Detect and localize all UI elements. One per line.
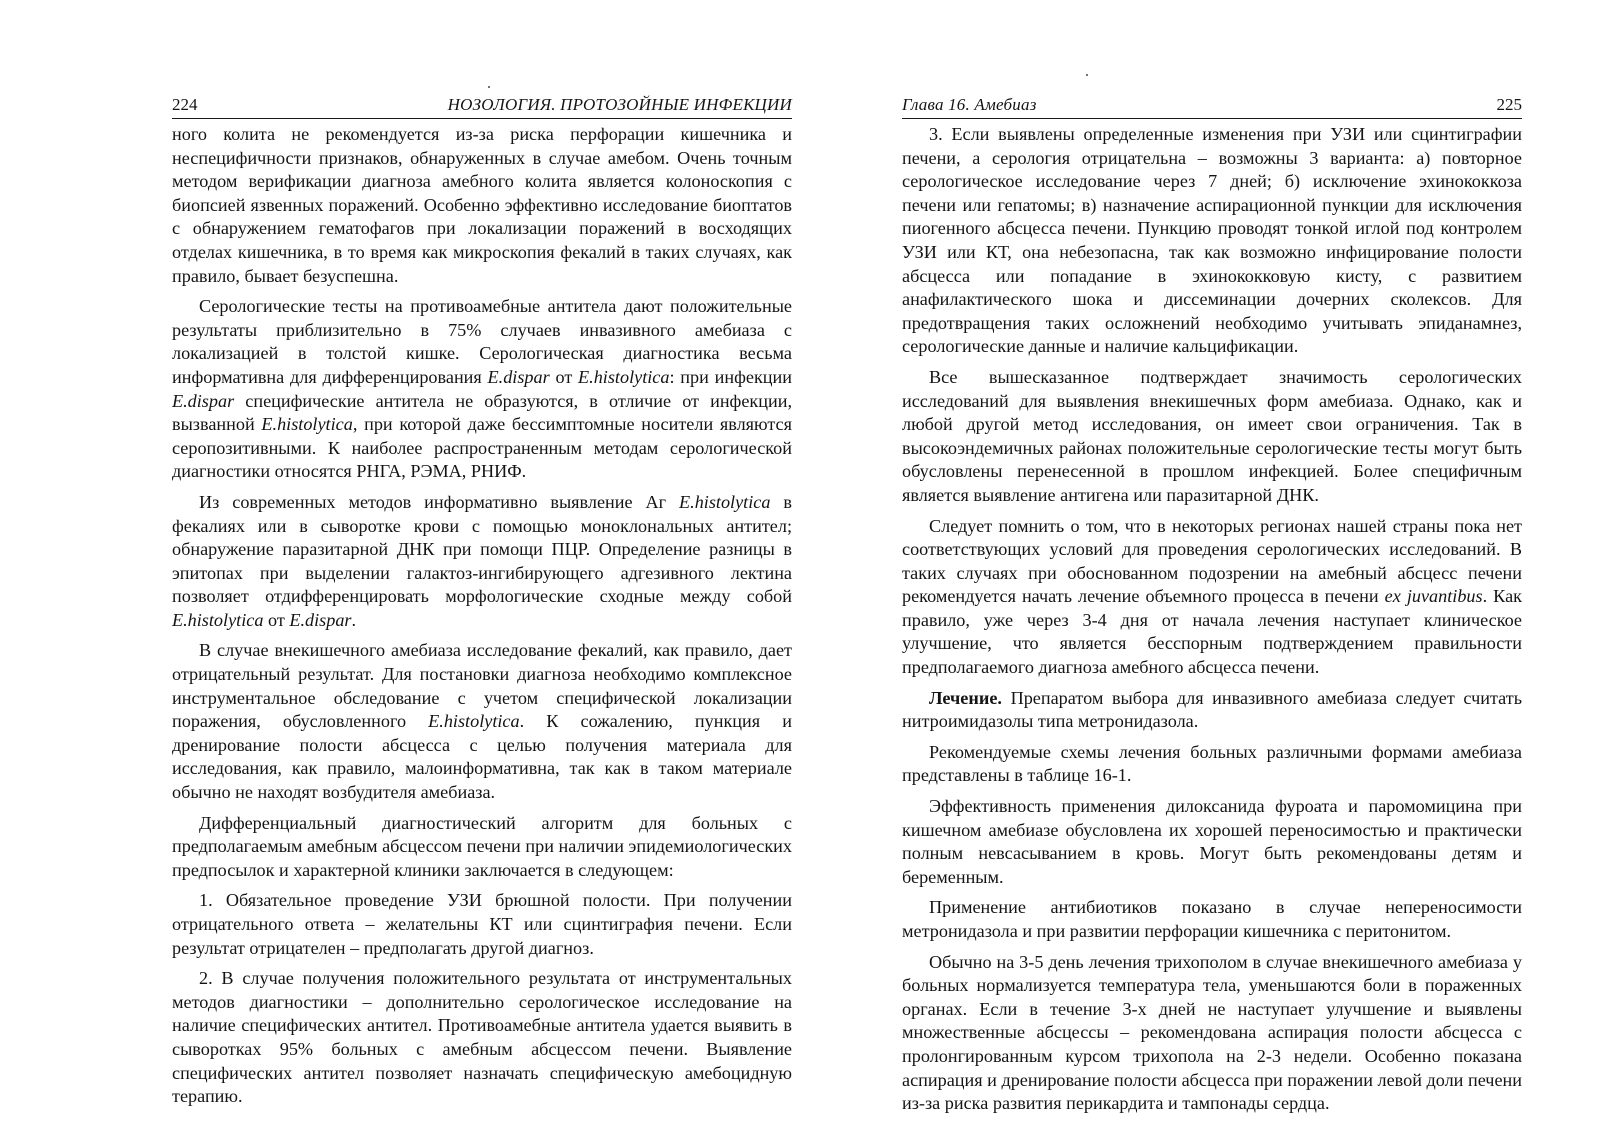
paragraph: Рекомендуемые схемы лечения больных различными формами амебиаза представлены в таблице 16-1.	[902, 741, 1522, 786]
paragraph: Из современных методов информативно выявление Аг E.histolytica в фекалиях или в сыворотке крови с помощью моноклональных антител; обнаружение паразитарной ДНК при помощи ПЦР. Определение разницы в эпитопах при выделении галактоз-ингибирующего адгезивного лектина позволяет отдифференцировать морфологические сходные между собой E.histolytica от E.dispar.	[172, 491, 792, 630]
left-page	[172, 90, 792, 1116]
right-page-body	[902, 123, 1522, 1116]
running-title: Глава 16. Амебиаз	[902, 95, 1037, 114]
paragraph: Эффективность применения дилоксанида фуроата и паромомицина при кишечном амебиазе обусловлена их хорошей переносимостью и практически полным невсасыванием в кровь. Могут быть рекомендованы детям и беременным.	[902, 796, 1522, 887]
page-number: 225	[1496, 95, 1522, 114]
left-page-body	[172, 123, 792, 1109]
paragraph: Дифференциальный диагностический алгоритм для больных с предполагаемым амебным абсцессом печени при наличии эпидемиологических предпосылок и характерной клиники заключается в следующем:	[172, 812, 792, 880]
paragraph: Следует помнить о том, что в некоторых регионах нашей страны пока нет соответствующих условий для проведения серологических исследований. В таких случаях при обоснованном подозрении на амебный абсцесс печени рекомендуется начать лечение объемного процесса в печени ex juvantibus. Как правило, уже через 3-4 дня от начала лечения наступает клиническое улучшение, что является бесспорным подтверждением правильности предполагаемого диагноза амебного абсцесса печени.	[902, 515, 1522, 678]
paragraph: В случае внекишечного амебиаза исследование фекалий, как правило, дает отрицательный результат. Для постановки диагноза необходимо комплексное инструментальное обследование с учетом специфической локализации поражения, обусловленного E.histolytica. К сожалению, пункция и дренирование полости абсцесса с целью получения материала для исследования, как правило, малоинформативна, так как в таком материале обычно не находят возбудителя амебиаза.	[172, 640, 792, 803]
right-page-header	[902, 90, 1522, 119]
list-item: 1. Обязательное проведение УЗИ брюшной полости. При получении отрицательного ответа – желательны КТ или сцинтиграфия печени. Если результат отрицателен – предполагать другой диагноз.	[172, 890, 792, 958]
treatment-paragraph: Лечение. Препаратом выбора для инвазивного амебиаза следует считать нитроимидазолы типа метронидазола.	[902, 687, 1522, 732]
scan-speck	[488, 86, 490, 88]
right-page	[902, 90, 1522, 1123]
list-item: 2. В случае получения положительного результата от инструментальных методов диагностики – дополнительно серологическое исследование на наличие специфических антител. Противоамебные антитела удается выявить в сыворотках 95% больных с амебным абсцессом печени. Выявление специфических антител позволяет назначать специфическую амебоцидную терапию.	[172, 968, 792, 1107]
paragraph: Применение антибиотиков показано в случае непереносимости метронидазола и при развитии перфорации кишечника с перитонитом.	[902, 897, 1522, 941]
page-number: 224	[172, 95, 198, 114]
running-title: НОЗОЛОГИЯ. ПРОТОЗОЙНЫЕ ИНФЕКЦИИ	[447, 95, 792, 114]
left-page-header	[172, 90, 792, 119]
paragraph: Все вышесказанное подтверждает значимость серологических исследований для выявления внекишечных форм амебиаза. Однако, как и любой другой метод исследования, он имеет свои ограничения. Так в высокоэндемичных районах положительные серологические тесты могут быть обусловлены перенесенной в прошлом инфекцией. Более специфичным является выявление антигена или паразитарной ДНК.	[902, 366, 1522, 505]
paragraph: Обычно на 3-5 день лечения трихополом в случае внекишечного амебиаза у больных нормализуется температура тела, уменьшаются боли в пораженных органах. Если в течение 3-х дней не наступает улучшение и выявлены множественные абсцессы – рекомендована аспирация полости абсцесса с пролонгированным курсом трихопола на 2-3 недели. Особенно показана аспирация и дренирование полости абсцесса при поражении левой доли печени из-за риска развития перикардита и тампонады сердца.	[902, 951, 1522, 1114]
paragraph: ного колита не рекомендуется из-за риска перфорации кишечника и неспецифичности признаков, обнаруженных в случае амебом. Очень точным методом верификации диагноза амебного колита является колоноскопия с биопсией язвенных поражений. Особенно эффективно исследование биоптатов с обнаружением гематофагов при локализации поражений в восходящих отделах кишечника, в то время как микроскопия фекалий в таких случаях, как правило, бывает безуспешна.	[172, 124, 792, 286]
paragraph: Серологические тесты на противоамебные антитела дают положительные результаты приблизительно в 75% случаев инвазивного амебиаза с локализацией в толстой кишке. Серологическая диагностика весьма информативна для дифференцирования E.dispar от E.histolytica: при инфекции E.dispar специфические антитела не образуются, в отличие от инфекции, вызванной E.histolytica, при которой даже бессимптомные носители являются серопозитивными. К наиболее распространенным методам серологической диагностики относятся РНГА, РЭМА, РНИФ.	[172, 296, 792, 482]
scan-speck	[1086, 74, 1088, 76]
list-item: 3. Если выявлены определенные изменения при УЗИ или сцинтиграфии печени, а серология отрицательна – возможны 3 варианта: а) повторное серологическое исследование через 7 дней; б) исключение эхинококкоза печени или гепатомы; в) назначение аспирационной пункции для исключения пиогенного абсцесса печени. Пункцию проводят тонкой иглой под контролем УЗИ или КТ, она небезопасна, так как возможно инфицирование полости абсцесса или попадание в эхинококковую кисту, с развитием анафилактического шока и диссеминации дочерних сколексов. Для предотвращения таких осложнений необходимо учитывать эпиданамнез, серологические данные и наличие кальцификации.	[902, 124, 1522, 357]
